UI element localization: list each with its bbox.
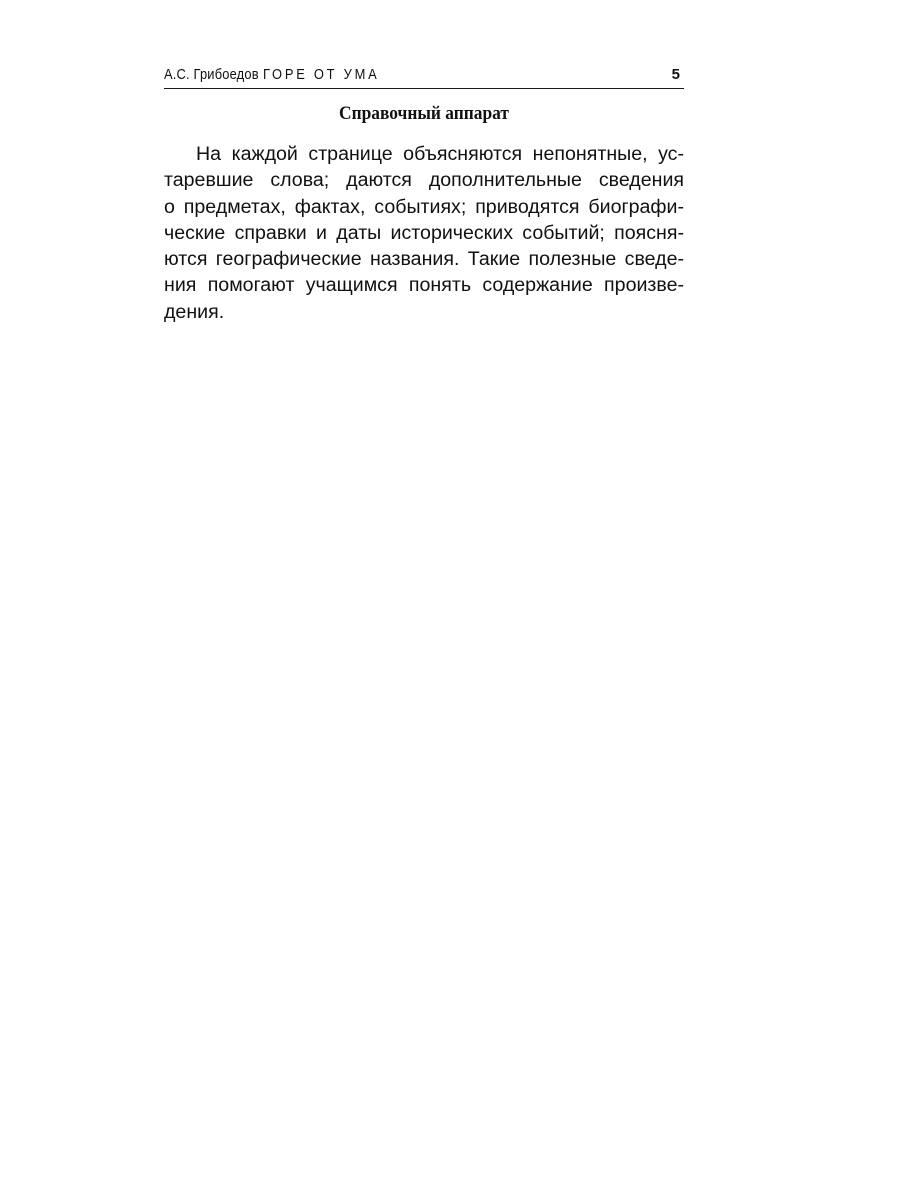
- paragraph-line: дения.: [164, 300, 225, 323]
- body-paragraph: [164, 141, 684, 325]
- running-head: [164, 62, 684, 89]
- paragraph-line: ния помогают учащимся понять содержание произве-: [164, 274, 684, 297]
- paragraph-line: таревшие слова; даются дополнительные сведения: [164, 169, 684, 192]
- paragraph-line: ются географические названия. Такие полезные сведе-: [164, 248, 684, 271]
- section-heading: Справочный аппарат: [339, 104, 509, 124]
- paragraph-line: о предметах, фактах, событиях; приводятся биографи-: [164, 195, 684, 218]
- running-head-author: А.С. Грибоедов: [164, 66, 259, 83]
- paragraph-line: ческие справки и даты исторических событий; поясня-: [164, 221, 684, 244]
- running-head-title: ГОРЕ ОТ УМА: [263, 66, 380, 83]
- page-number: 5: [671, 66, 680, 83]
- running-head-book: [164, 66, 379, 83]
- paragraph-line: На каждой странице объясняются непонятные, ус-: [196, 143, 684, 165]
